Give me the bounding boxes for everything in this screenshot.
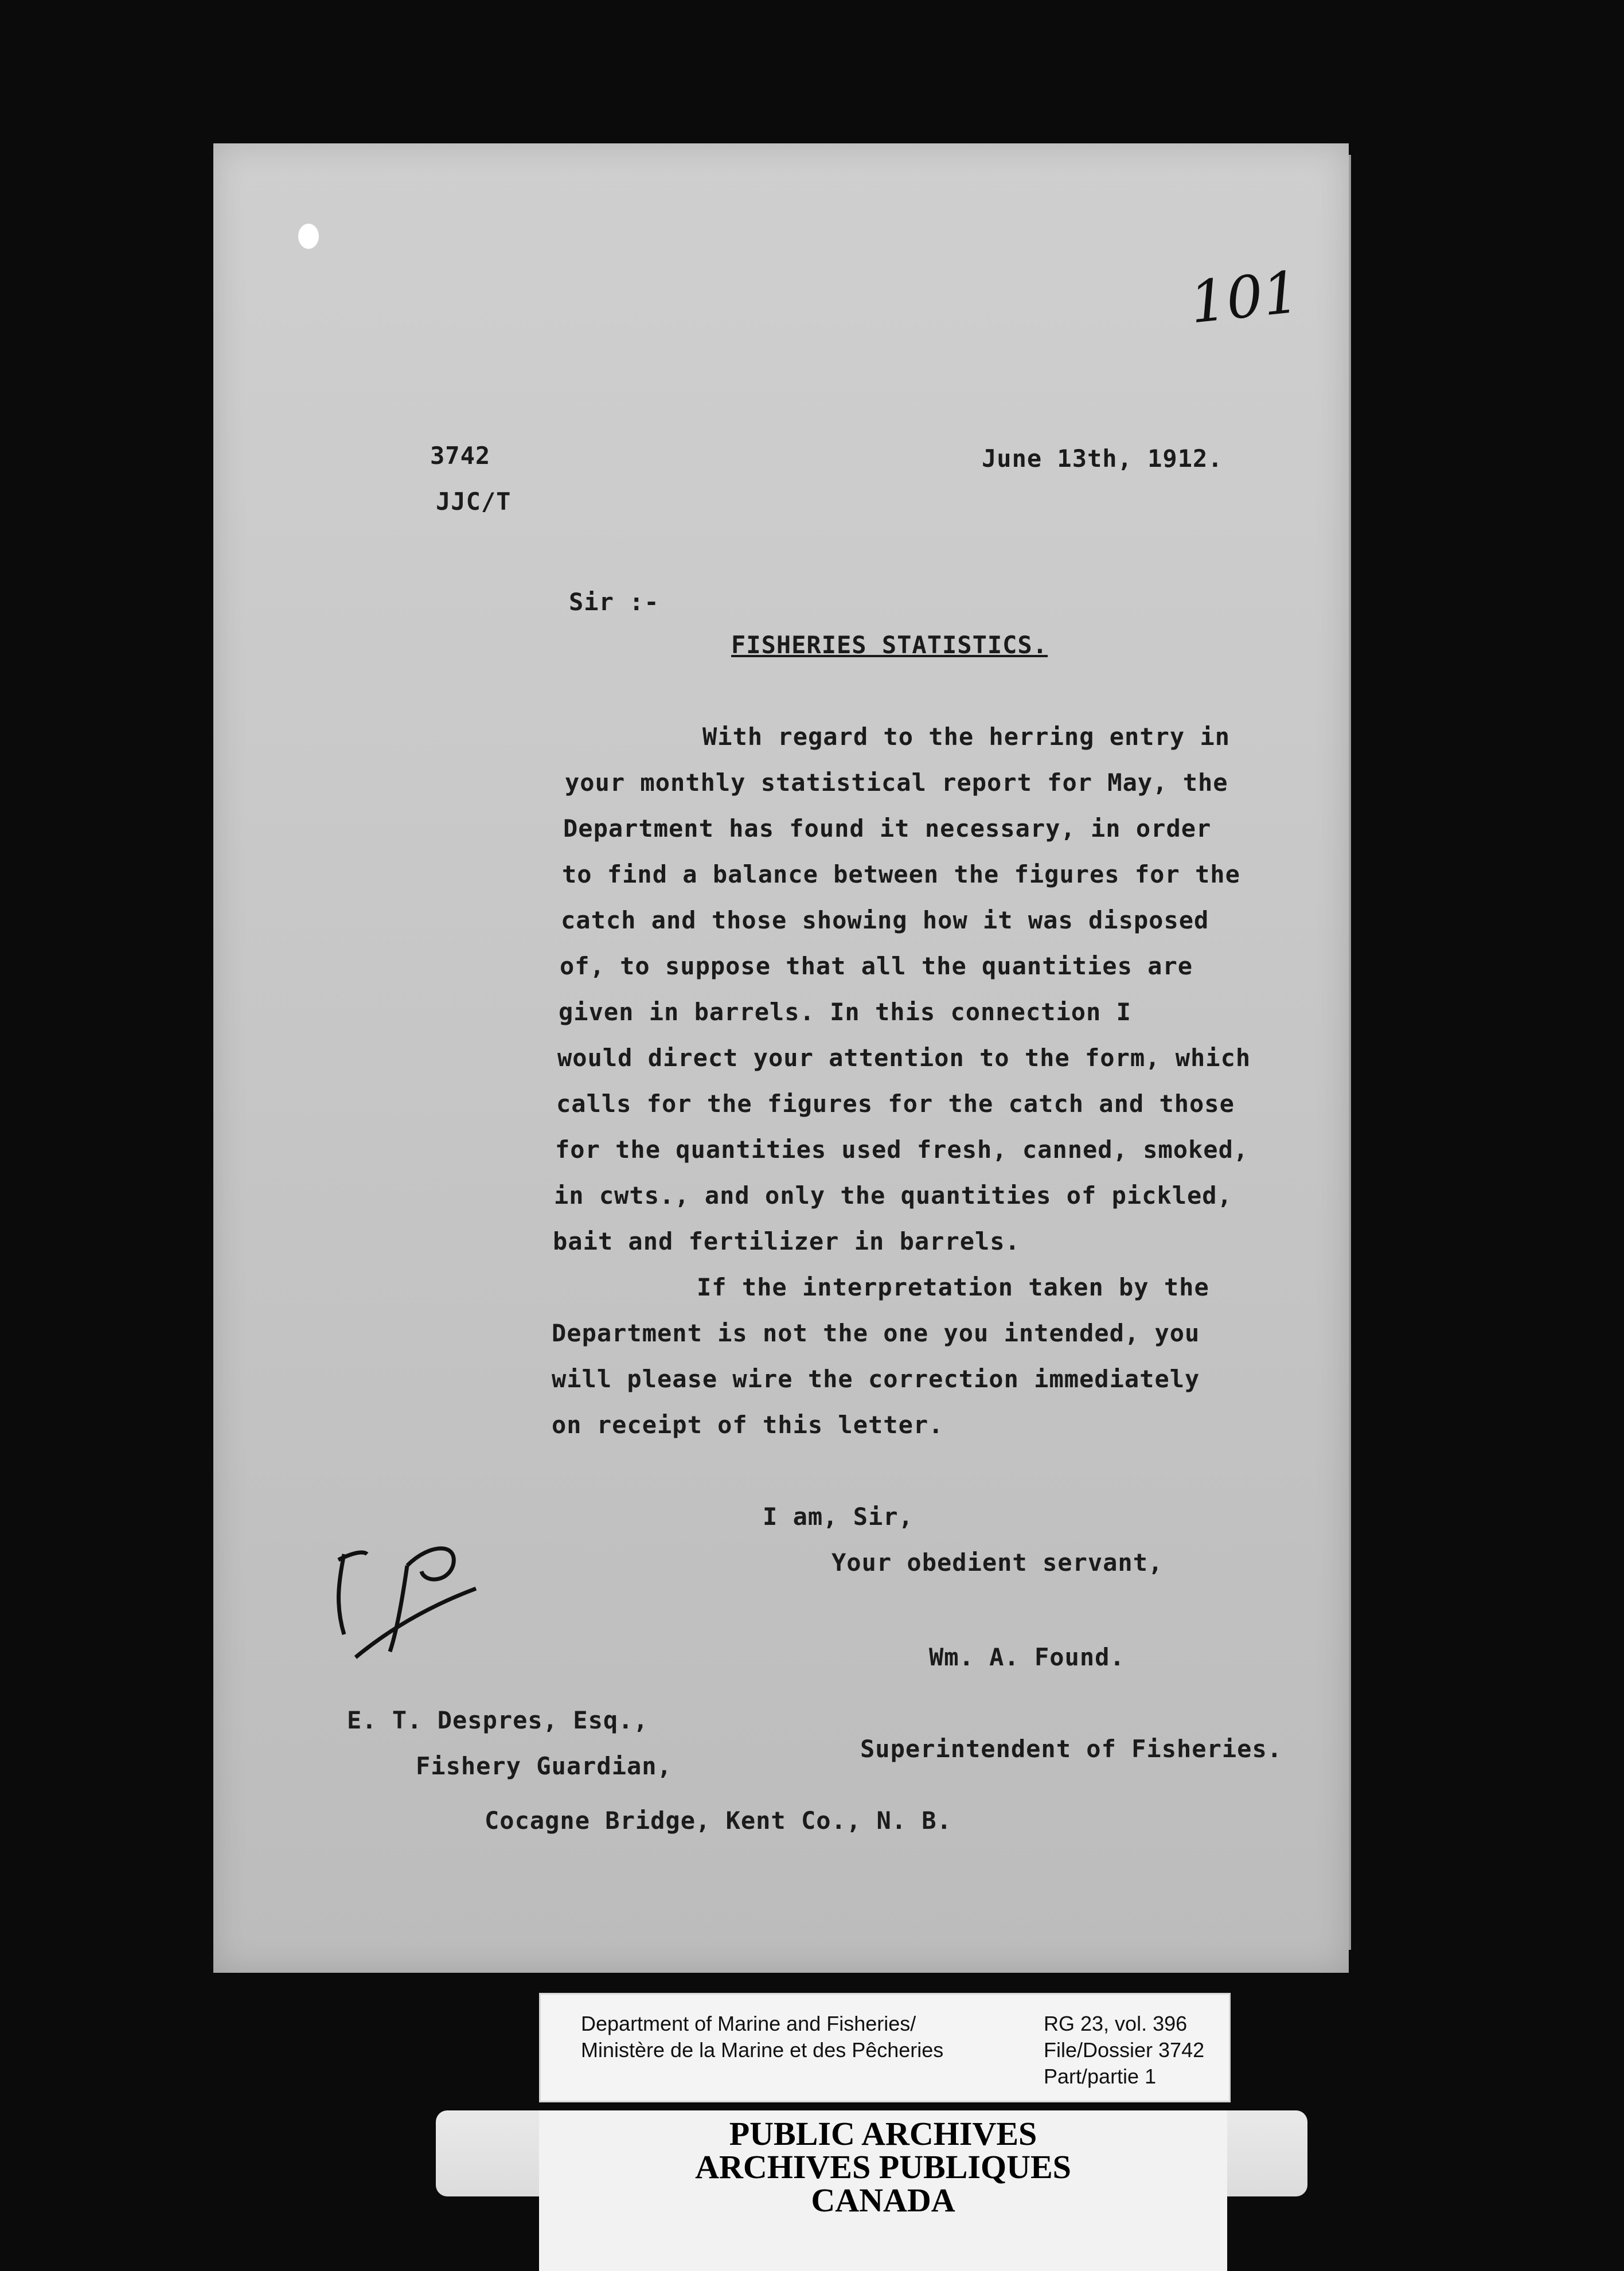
body-line: If the interpretation taken by the <box>697 1273 1209 1301</box>
body-line: on receipt of this letter. <box>552 1411 944 1439</box>
salutation: Sir :- <box>569 588 659 616</box>
department-french: Ministère de la Marine et des Pêcheries <box>581 2038 944 2062</box>
recipient-name: E. T. Despres, Esq., <box>347 1706 649 1734</box>
handwritten-initials <box>321 1520 493 1675</box>
stamp-line-1: PUBLIC ARCHIVES <box>729 2115 1037 2152</box>
archive-department <box>581 2011 943 2063</box>
body-line: of, to suppose that all the quantities are <box>560 952 1193 980</box>
body-line: catch and those showing how it was disposed <box>561 906 1209 934</box>
file-number: 3742 <box>430 442 491 470</box>
body-line: Department is not the one you intended, you <box>552 1319 1200 1347</box>
recipient-role: Fishery Guardian, <box>416 1752 672 1780</box>
closing: I am, Sir, <box>763 1503 914 1531</box>
body-line: bait and fertilizer in barrels. <box>553 1227 1020 1255</box>
body-line: given in barrels. In this connection I <box>559 998 1131 1026</box>
record-group: RG 23, vol. 396 <box>1044 2012 1188 2035</box>
department-english: Department of Marine and Fisheries/ <box>581 2012 916 2035</box>
body-line: Department has found it necessary, in order <box>563 814 1212 842</box>
punch-hole <box>298 224 319 249</box>
recipient-address: Cocagne Bridge, Kent Co., N. B. <box>485 1806 952 1835</box>
body-line: to find a balance between the figures for the <box>562 860 1240 888</box>
file-dossier: File/Dossier 3742 <box>1044 2038 1205 2062</box>
body-line: in cwts., and only the quantities of pickled, <box>554 1181 1232 1209</box>
signer-title: Superintendent of Fisheries. <box>860 1735 1283 1763</box>
letter-date: June 13th, 1912. <box>982 444 1223 473</box>
body-line: would direct your attention to the form, which <box>557 1044 1251 1072</box>
body-line: your monthly statistical report for May, the <box>565 768 1228 797</box>
closing-servant: Your obedient servant, <box>831 1548 1164 1577</box>
reference-initials: JJC/T <box>436 487 512 516</box>
stamp-line-2: ARCHIVES PUBLIQUES <box>695 2148 1071 2186</box>
archive-label <box>539 1993 1231 2102</box>
page-number: 101 <box>1186 258 1303 337</box>
part-partie: Part/partie 1 <box>1044 2065 1157 2088</box>
body-line: calls for the figures for the catch and those <box>556 1090 1235 1118</box>
signer-name: Wm. A. Found. <box>929 1643 1125 1671</box>
stamp-line-3: CANADA <box>811 2182 955 2219</box>
archive-reference <box>1044 2011 1204 2090</box>
archives-stamp <box>539 2110 1227 2271</box>
body-line: With regard to the herring entry in <box>702 723 1231 751</box>
body-line: will please wire the correction immediately <box>552 1365 1200 1393</box>
body-line: for the quantities used fresh, canned, smoked, <box>555 1136 1249 1164</box>
letter-heading: FISHERIES STATISTICS. <box>731 631 1048 659</box>
